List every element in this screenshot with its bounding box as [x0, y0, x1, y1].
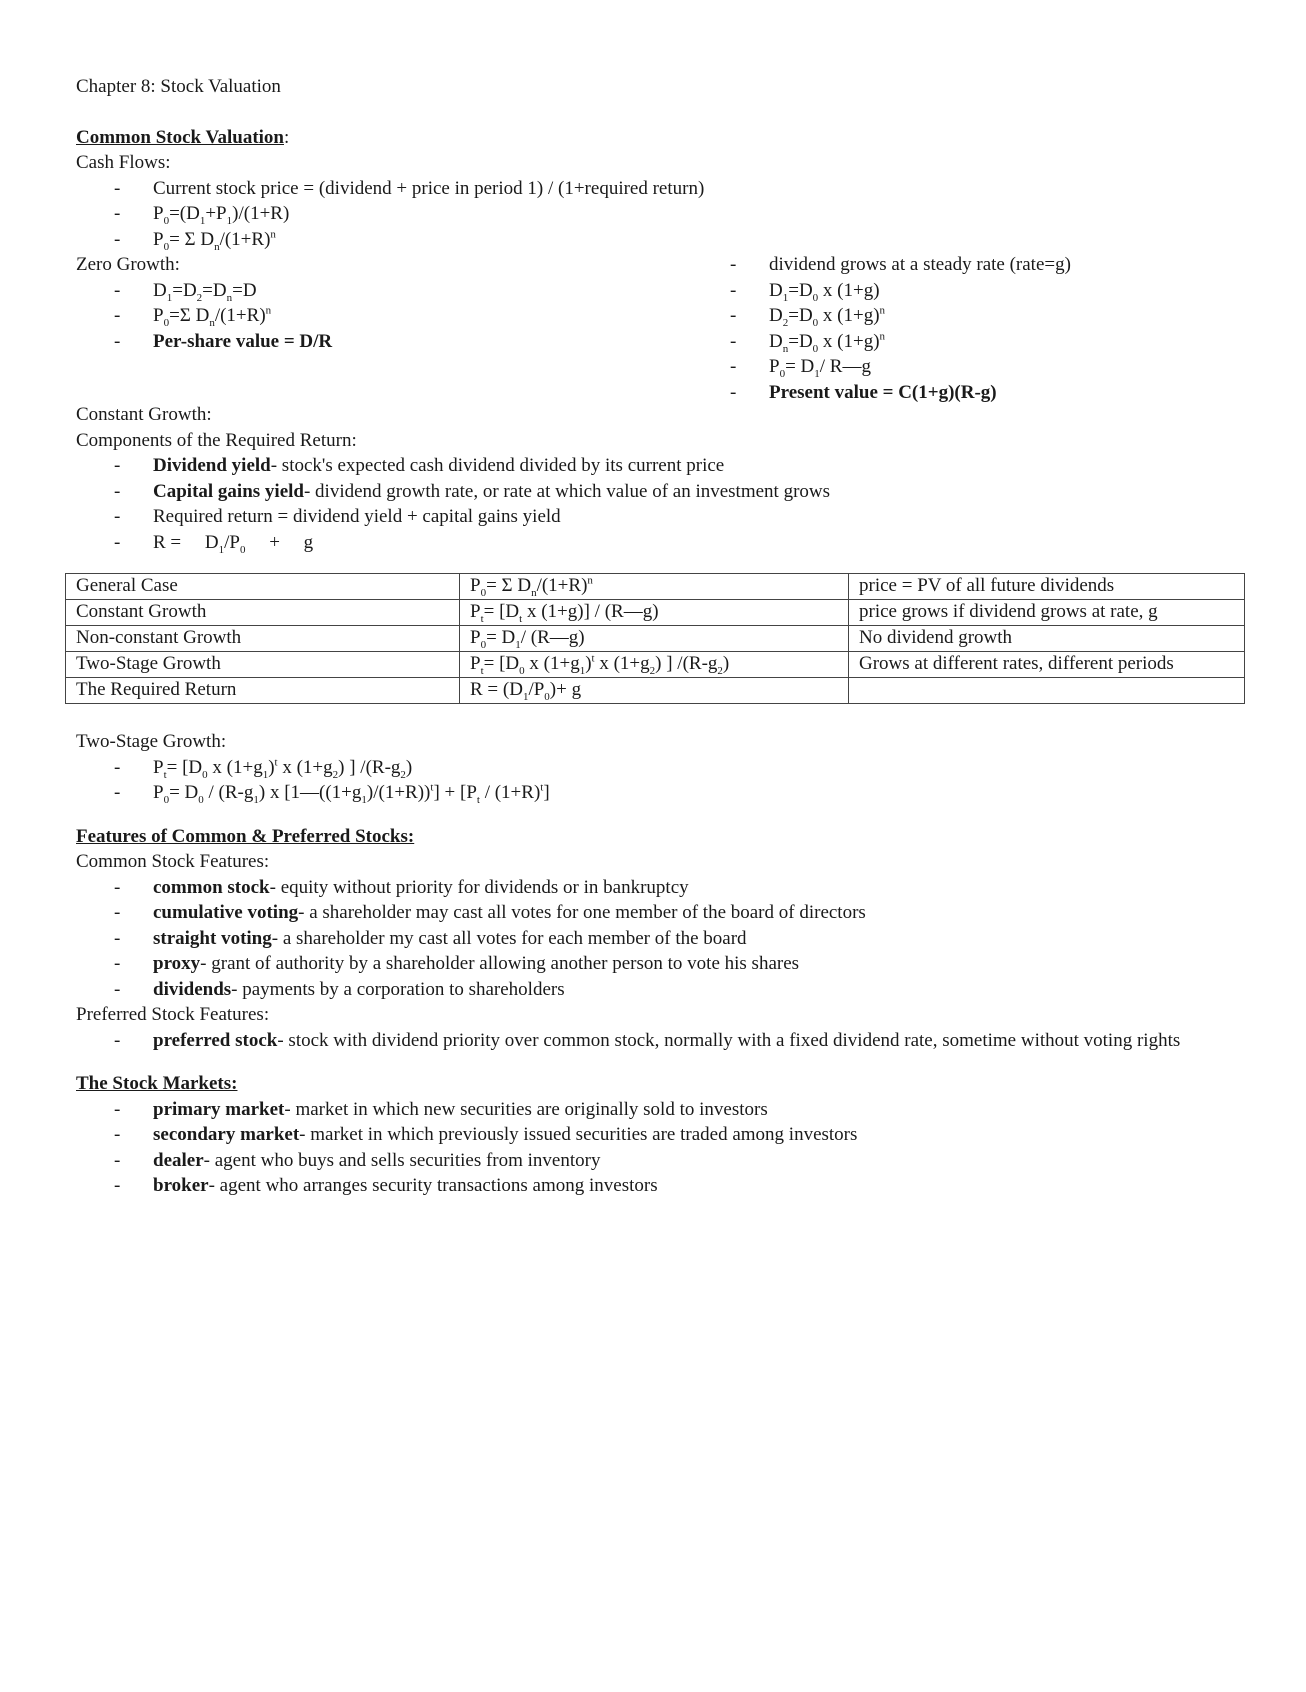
table-row — [66, 574, 1245, 600]
list-item: - $D_1=D_2=D_n=D$ — [76, 278, 696, 304]
list-item: - common stock- equity without priority for dividends or in bankruptcy — [76, 875, 1236, 901]
table-row — [66, 600, 1245, 626]
table-cell-note: Grows at different rates, different periods — [849, 652, 1245, 678]
list-item: - dealer- agent who buys and sells securities from inventory — [76, 1148, 1236, 1174]
table-cell-case: The Required Return — [66, 678, 460, 704]
list-item: - cumulative voting- a shareholder may cast all votes for one member of the board of directors — [76, 900, 1236, 926]
list-item: - $P_t= [D_0$ x $(1+g_1)^t$ x $(1+g_2)$ ] $/(R-g_2)$ — [76, 755, 1236, 781]
table-cell-formula: $P_0= \Sigma$ $D_n/(1+R)^n$ — [460, 574, 849, 600]
page-title: Chapter 8: Stock Valuation — [76, 76, 281, 97]
list-item: - $D_1=D_0$ x (1+g) — [730, 278, 1230, 304]
two-stage-list — [76, 755, 1236, 806]
list-item: - dividend grows at a steady rate (rate=g) — [730, 252, 1230, 278]
list-item: - dividends- payments by a corporation to shareholders — [76, 977, 1236, 1003]
table-row — [66, 626, 1245, 652]
table-cell-note: price = PV of all future dividends — [849, 574, 1245, 600]
list-item: - straight voting- a shareholder my cast all votes for each member of the board — [76, 926, 1236, 952]
list-item: - Per-share value = D/R — [76, 329, 696, 355]
two-stage-label: Two-Stage Growth: — [76, 731, 227, 752]
cash-flows-label: Cash Flows: — [76, 152, 171, 173]
table-row — [66, 652, 1245, 678]
markets-list — [76, 1097, 1236, 1199]
table-row — [66, 678, 1245, 704]
list-item: - Dividend yield- stock's expected cash dividend divided by its current price — [76, 453, 1236, 479]
list-item: - Capital gains yield- dividend growth rate, or rate at which value of an investment grows — [76, 479, 1236, 505]
zero-growth-list — [76, 278, 696, 355]
list-item: - $P_0= D_0 / (R-g_1)$ x $[1—((1+g_1)/(1+R))^t] + [P_t / (1+R)^t]$ — [76, 780, 1236, 806]
section-heading-markets: The Stock Markets: — [76, 1073, 238, 1094]
list-item: - $P_0=\Sigma$ $D_n/(1+R)^n$ — [76, 303, 696, 329]
list-item: - $P_0=(D_1+P_1)/(1+R)$ — [76, 201, 1236, 227]
table-cell-formula: $R = (D_1/P_0)+ g$ — [460, 678, 849, 704]
list-item: - $D_2=D_0$ x $(1+g)^n$ — [730, 303, 1230, 329]
zero-growth-label: Zero Growth: — [76, 254, 180, 275]
components-label: Components of the Required Return: — [76, 429, 357, 451]
table-cell-formula: $P_t= [D_0$ x $(1+g_1)^t$ x $(1+g_2)$ ] $/(R-g_2)$ — [460, 652, 849, 678]
table-cell-case: Non-constant Growth — [66, 626, 460, 652]
table-cell-note — [849, 678, 1245, 704]
document-page — [76, 74, 1236, 1199]
growth-two-column — [76, 252, 1236, 402]
cash-flows-list — [76, 176, 1236, 253]
common-features-label: Common Stock Features: — [76, 851, 270, 872]
table-cell-formula: $P_t= [D_t$ x (1+g)] / (R—g) — [460, 600, 849, 626]
section-heading-common-valuation: Common Stock Valuation: — [76, 126, 290, 148]
table-cell-formula: $P_0= D_1/$ (R—g) — [460, 626, 849, 652]
table-cell-case: Constant Growth — [66, 600, 460, 626]
constant-growth-label: Constant Growth: — [76, 404, 212, 425]
list-item: - Required return = dividend yield + capital gains yield — [76, 504, 1236, 530]
list-item: - $D_n=D_0$ x $(1+g)^n$ — [730, 329, 1230, 355]
section-heading-features: Features of Common & Preferred Stocks: — [76, 825, 415, 847]
steady-growth-block — [730, 252, 1230, 405]
list-item: - Present value = C(1+g)(R-g) — [730, 380, 1230, 406]
list-item: - $P_0= D_1/$ R—g — [730, 354, 1230, 380]
list-item: - $P_0= \Sigma$ $D_n/(1+R)^n$ — [76, 227, 1236, 253]
preferred-features-label: Preferred Stock Features: — [76, 1004, 270, 1025]
table-cell-note: price grows if dividend grows at rate, g — [849, 600, 1245, 626]
preferred-features-list — [76, 1028, 1236, 1054]
list-item: - R = $D_1/P_0$ + g — [76, 530, 1236, 556]
list-item: - primary market- market in which new securities are originally sold to investors — [76, 1097, 1236, 1123]
list-item: - secondary market- market in which previously issued securities are traded among investors — [76, 1122, 1236, 1148]
zero-growth-block — [76, 252, 696, 354]
table-cell-note: No dividend growth — [849, 626, 1245, 652]
valuation-summary-table — [65, 573, 1245, 704]
list-item: - broker- agent who arranges security transactions among investors — [76, 1173, 1236, 1199]
table-cell-case: Two-Stage Growth — [66, 652, 460, 678]
common-features-list — [76, 875, 1236, 1003]
components-list — [76, 453, 1236, 555]
list-item: - proxy- grant of authority by a shareholder allowing another person to vote his shares — [76, 951, 1236, 977]
list-item: - Current stock price = (dividend + price in period 1) / (1+required return) — [76, 176, 1236, 202]
steady-growth-list — [730, 252, 1230, 405]
heading-text: Common Stock Valuation — [76, 126, 284, 148]
list-item: - preferred stock- stock with dividend priority over common stock, normally with a fixed dividend rate, sometime without voting rights — [76, 1028, 1263, 1054]
table-cell-case: General Case — [66, 574, 460, 600]
